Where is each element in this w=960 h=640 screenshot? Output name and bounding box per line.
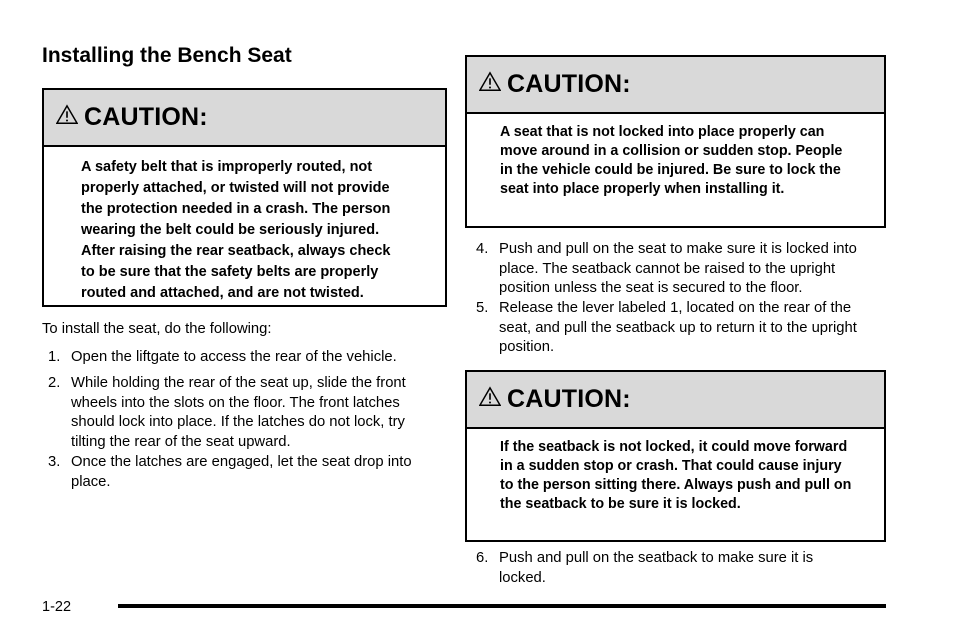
caution-text: If the seatback is not locked, it could move forward in a sudden stop or crash. That could cause injury to the person sitting there. Always push and pull on the seatback to be sure it is locked. xyxy=(500,439,852,512)
warning-triangle-icon xyxy=(479,71,501,93)
step-2 xyxy=(48,374,448,452)
section-title: Installing the Bench Seat xyxy=(42,44,292,67)
caution-box-seatback-lock xyxy=(465,370,886,542)
step-text: Release the lever labeled 1, located on the rear of the seat, and pull the seatback up to return it to the upright position. xyxy=(499,300,857,355)
step-5 xyxy=(476,299,886,358)
step-number: 6. xyxy=(476,550,489,566)
caution-header xyxy=(467,372,884,429)
step-4 xyxy=(476,240,886,299)
step-text: Push and pull on the seat to make sure it is locked into place. The seatback cannot be raised to the upright position unless the seat is secured to the floor. xyxy=(499,241,857,296)
step-number: 4. xyxy=(476,241,489,257)
caution-text: A safety belt that is improperly routed, not properly attached, or twisted will not provide the protection needed in a crash. The person wearing the belt could be seriously injured. After raising the rear seatback, always check to be sure that the safety belts are properly routed and attached, and are not twisted. xyxy=(81,159,391,301)
caution-header xyxy=(467,57,884,114)
step-text: While holding the rear of the seat up, slide the front wheels into the slots on the floor. The front latches should lock into place. If the latches do not lock, try tilting the rear of the seat upward. xyxy=(71,375,406,450)
caution-header xyxy=(44,90,445,147)
intro-text: To install the seat, do the following: xyxy=(42,321,272,337)
step-number: 2. xyxy=(48,375,61,391)
step-1 xyxy=(48,348,448,368)
warning-triangle-icon xyxy=(56,104,78,126)
step-number: 3. xyxy=(48,454,61,470)
step-number: 1. xyxy=(48,349,61,365)
page-number: 1-22 xyxy=(42,599,72,615)
caution-label: CAUTION: xyxy=(507,70,631,98)
step-3 xyxy=(48,453,448,492)
caution-box-seatbelt xyxy=(42,88,447,307)
step-text: Push and pull on the seatback to make sure it is locked. xyxy=(499,550,814,586)
footer-rule xyxy=(118,604,886,608)
caution-text: A seat that is not locked into place properly can move around in a collision or sudden stop. People in the vehicle could be injured. Be sure to lock the seat into place properly when installing it. xyxy=(500,124,843,197)
caution-box-seat-lock xyxy=(465,55,886,228)
caution-label: CAUTION: xyxy=(84,103,208,131)
step-text: Once the latches are engaged, let the seat drop into place. xyxy=(71,454,412,490)
warning-triangle-icon xyxy=(479,386,501,408)
caution-label: CAUTION: xyxy=(507,385,631,413)
step-6 xyxy=(476,549,886,588)
step-text: Open the liftgate to access the rear of the vehicle. xyxy=(71,349,397,365)
step-number: 5. xyxy=(476,300,489,316)
